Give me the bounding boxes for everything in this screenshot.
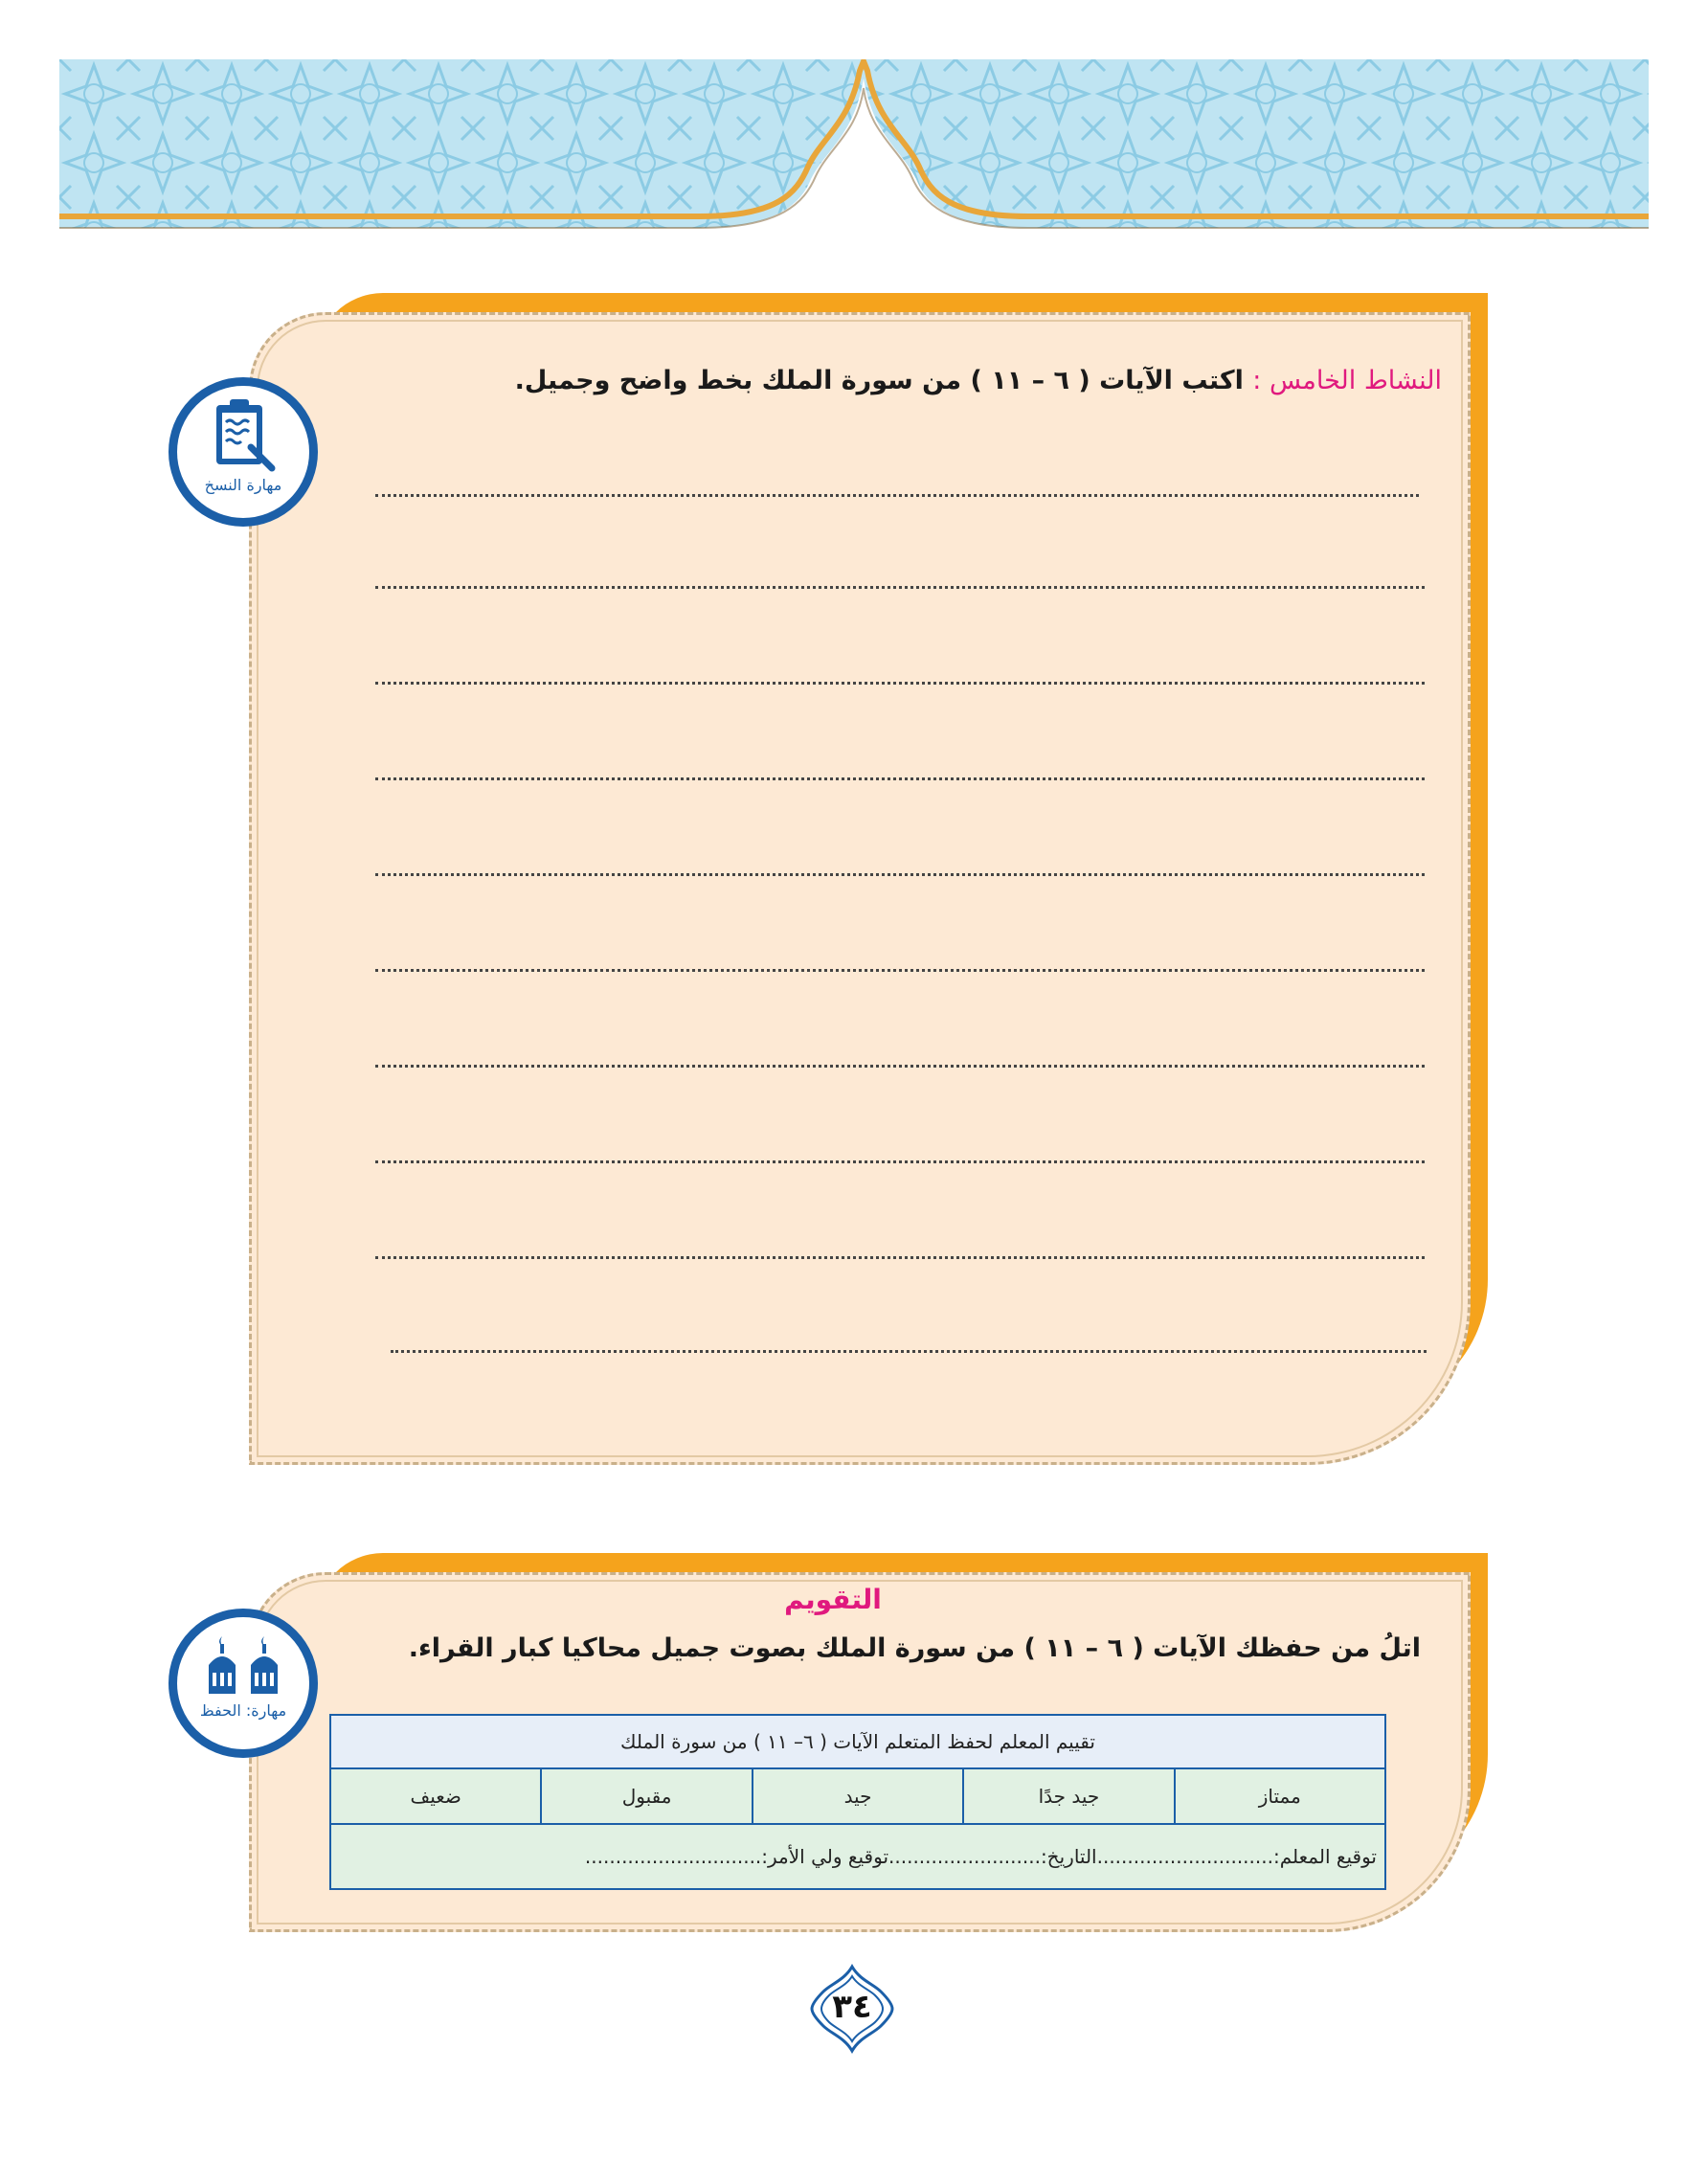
activity-label: النشاط الخامس : <box>1252 366 1442 395</box>
teacher-evaluation-table <box>329 1714 1386 1890</box>
writing-line[interactable] <box>375 494 1419 497</box>
page-number <box>806 1963 898 2055</box>
signatures-row[interactable]: توقيع المعلم:.............................التاريخ:.........................توقيع ولي الأمر:............................. <box>330 1824 1385 1889</box>
mosque-icon <box>203 1631 283 1698</box>
writing-line[interactable] <box>375 1256 1425 1259</box>
grade-excellent[interactable]: ممتاز <box>1175 1768 1385 1824</box>
writing-line[interactable] <box>391 1350 1427 1353</box>
writing-line[interactable] <box>375 777 1425 780</box>
grade-acceptable[interactable]: مقبول <box>541 1768 752 1824</box>
card-paper <box>249 312 1471 1465</box>
activity-instruction <box>515 366 1442 395</box>
table-title: تقييم المعلم لحفظ المتعلم الآيات ( ٦– ١١ ) من سورة الملك <box>330 1715 1385 1768</box>
evaluation-title: التقويم <box>784 1584 882 1615</box>
grade-weak[interactable]: ضعيف <box>330 1768 541 1824</box>
activity-card <box>239 293 1488 1490</box>
writing-line[interactable] <box>375 682 1425 685</box>
grade-good[interactable]: جيد <box>753 1768 963 1824</box>
copying-skill-badge <box>169 377 318 527</box>
writing-line[interactable] <box>375 1065 1425 1068</box>
activity-text: اكتب الآيات ( ٦ – ١١ ) من سورة الملك بخط واضح وجميل. <box>514 366 1244 395</box>
memorization-skill-badge <box>169 1609 318 1758</box>
header-banner <box>59 59 1649 237</box>
grade-very-good[interactable]: جيد جدًا <box>963 1768 1174 1824</box>
writing-line[interactable] <box>375 873 1425 876</box>
writing-line[interactable] <box>375 1160 1425 1163</box>
writing-line[interactable] <box>375 586 1425 589</box>
clipboard-icon <box>207 395 280 472</box>
page-number-text: ٣٤ <box>832 1988 872 2026</box>
evaluation-instruction: اتلُ من حفظك الآيات ( ٦ – ١١ ) من سورة الملك بصوت جميل محاكيا كبار القراء. <box>408 1633 1421 1663</box>
memorization-skill-label: مهارة: الحفظ <box>199 1701 287 1720</box>
writing-line[interactable] <box>375 969 1425 972</box>
copying-skill-label: مهارة النسخ <box>204 476 282 494</box>
